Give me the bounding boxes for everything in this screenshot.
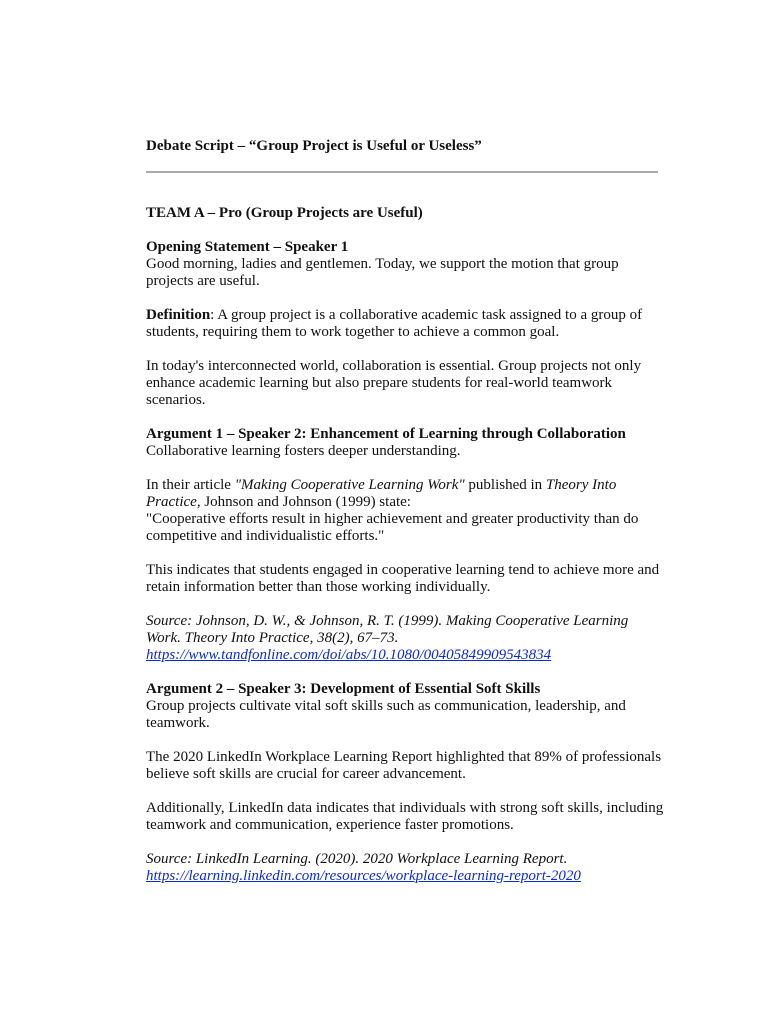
document-body — [146, 205, 666, 902]
journal-name: Theory Into Practice — [146, 477, 617, 510]
citation-mid: published in — [464, 477, 546, 493]
intro-paragraph: In today's interconnected world, collaboration is essential. Group projects not only enhance academic learning but also prepare students for real-world teamwork scenarios. — [146, 358, 642, 408]
argument2-section — [146, 681, 666, 732]
argument2-heading: Argument 2 – Speaker 3: Development of Essential Soft Skills — [146, 681, 541, 697]
argument2-text: Group projects cultivate vital soft skills such as communication, leadership, and teamwork. — [146, 698, 626, 731]
argument1-analysis: This indicates that students engaged in cooperative learning tend to achieve more and retain information better than those working individually. — [146, 562, 660, 595]
argument2-source — [146, 851, 666, 885]
definition-paragraph — [146, 307, 666, 341]
team-heading: TEAM A – Pro (Group Projects are Useful) — [146, 205, 423, 221]
argument1-quote: "Cooperative efforts result in higher achievement and greater productivity than do competitive and individualistic efforts." — [146, 511, 639, 544]
argument2-source-link[interactable]: https://learning.linkedin.com/resources/workplace-learning-report-2020 — [146, 868, 581, 884]
definition-label: Definition — [146, 307, 211, 323]
horizontal-rule — [146, 171, 658, 173]
argument1-source — [146, 613, 666, 664]
argument1-section — [146, 426, 666, 460]
article-title: "Making Cooperative Learning Work" — [234, 477, 465, 493]
argument2-source-text: Source: LinkedIn Learning. (2020). 2020 Workplace Learning Report. — [146, 851, 568, 867]
argument1-citation — [146, 477, 666, 545]
definition-text: : A group project is a collaborative academic task assigned to a group of students, requiring them to work together to achieve a common goal. — [146, 307, 643, 340]
argument1-heading: Argument 1 – Speaker 2: Enhancement of Learning through Collaboration — [146, 426, 626, 442]
argument1-source-text: Source: Johnson, D. W., & Johnson, R. T. (1999). Making Cooperative Learning Work. Theory Into Practice, 38(2), 67–73. — [146, 613, 629, 646]
argument2-report: The 2020 LinkedIn Workplace Learning Report highlighted that 89% of professionals believe soft skills are crucial for career advancement. — [146, 749, 662, 782]
argument1-source-link[interactable]: https://www.tandfonline.com/doi/abs/10.1080/00405849909543834 — [146, 647, 552, 663]
document-title: Debate Script – “Group Project is Useful or Useless” — [146, 138, 482, 154]
opening-section — [146, 239, 666, 290]
opening-heading: Opening Statement – Speaker 1 — [146, 239, 349, 255]
opening-text: Good morning, ladies and gentlemen. Today, we support the motion that group projects are useful. — [146, 256, 619, 289]
argument2-additional: Additionally, LinkedIn data indicates that individuals with strong soft skills, including teamwork and communication, experience faster promotions. — [146, 800, 664, 833]
citation-prefix: In their article — [146, 477, 235, 493]
citation-suffix: , Johnson and Johnson (1999) state: — [196, 494, 411, 510]
argument1-text: Collaborative learning fosters deeper understanding. — [146, 443, 461, 459]
